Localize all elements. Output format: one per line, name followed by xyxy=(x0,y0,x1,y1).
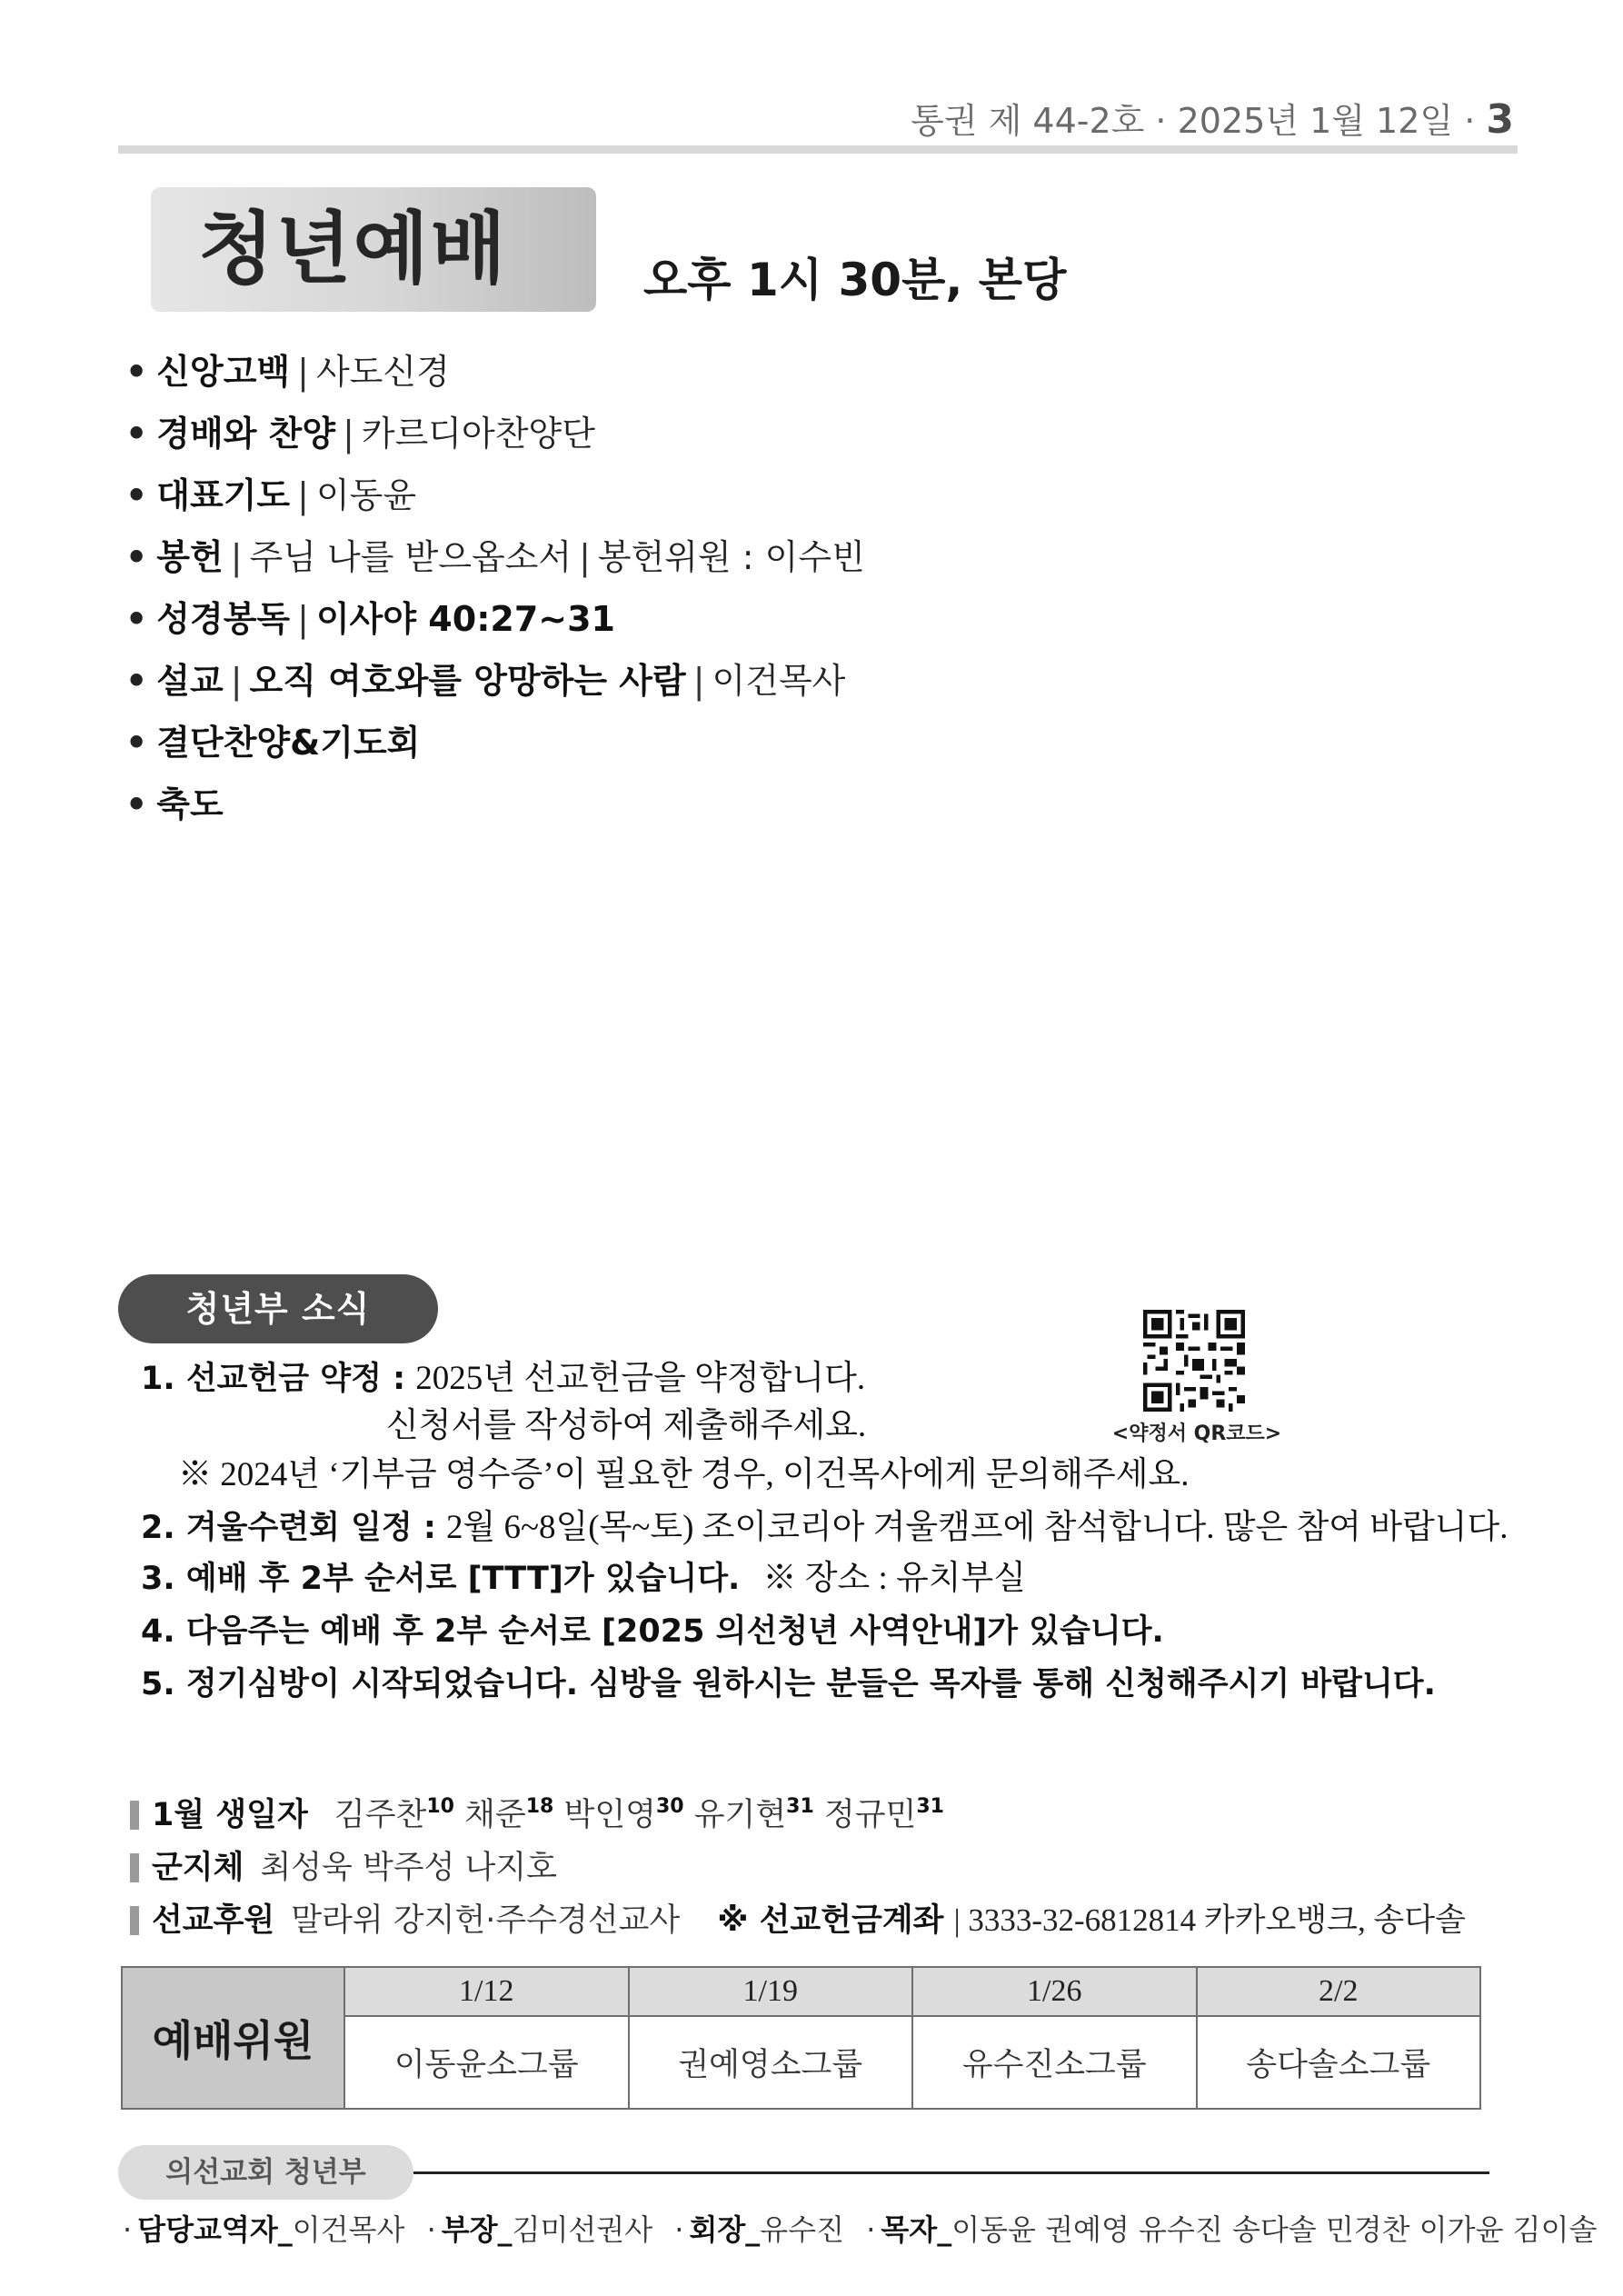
news-item-text: 2월 6~8일(목~토) 조이코리아 겨울캠프에 참석합니다. 많은 참여 바랍니다. xyxy=(446,1509,1508,1546)
separator: | xyxy=(230,537,243,577)
staff-role: 부장_ xyxy=(441,2212,513,2247)
order-item xyxy=(125,588,865,650)
service-title: 청년예배 xyxy=(198,204,508,294)
order-item xyxy=(125,403,865,464)
birthday-name: 박인영 xyxy=(563,1797,656,1833)
birthday-label: 1월 생일자 xyxy=(152,1797,308,1833)
duty-group: 권예영소그룹 xyxy=(629,2016,913,2109)
order-item xyxy=(125,712,865,774)
separator: | xyxy=(297,599,309,639)
dot-separator: · xyxy=(426,2212,436,2247)
order-item xyxy=(125,526,865,588)
separator: | xyxy=(230,661,243,701)
staff-role: 회장_ xyxy=(689,2212,761,2247)
order-detail: 이사야 40:27~31 xyxy=(315,599,615,639)
qr-code-icon[interactable] xyxy=(1143,1310,1245,1412)
order-item xyxy=(125,650,865,712)
news-item-1 xyxy=(141,1356,865,1402)
bullet-icon: • xyxy=(125,599,148,639)
bullet-icon: • xyxy=(125,537,148,577)
news-item-3 xyxy=(141,1556,1026,1602)
account-label: ※ 선교헌금계좌 xyxy=(717,1902,944,1939)
staff-names: 이건목사 xyxy=(292,2212,405,2247)
news-item-4: 4. 다음주는 예배 후 2부 순서로 [2025 의선청년 사역안내]가 있습니다. xyxy=(141,1613,1164,1650)
news-item-text: 2025년 선교헌금을 약정합니다. xyxy=(415,1360,866,1397)
issue-info: 통권 제 44-2호 · 2025년 1월 12일 · xyxy=(911,101,1476,141)
separator: | xyxy=(343,414,354,454)
order-detail: 사도신경 xyxy=(315,352,450,392)
bar-marker xyxy=(130,1853,139,1882)
order-label: 설교 xyxy=(156,661,224,701)
order-label: 경배와 찬양 xyxy=(156,414,336,454)
news-item-note: ※ 장소 : 유치부실 xyxy=(762,1560,1026,1597)
worship-duty-table xyxy=(121,1966,1481,2110)
order-label: 대표기도 xyxy=(156,475,291,515)
table-header: 예배위원 xyxy=(122,1967,344,2109)
org-badge: 의선교회 청년부 xyxy=(118,2145,413,2200)
duty-date: 1/12 xyxy=(344,1967,629,2016)
bullet-icon: • xyxy=(125,723,148,763)
dot-separator: · xyxy=(866,2212,876,2247)
duty-date: 1/19 xyxy=(629,1967,913,2016)
qr-label: <약정서 QR코드> xyxy=(1111,1423,1282,1445)
dot-separator: · xyxy=(674,2212,684,2247)
news-heading: 청년부 소식 xyxy=(118,1274,438,1343)
missions-line xyxy=(130,1898,1466,1943)
bar-marker xyxy=(130,1801,139,1830)
news-item-label: 1. 선교헌금 약정 : xyxy=(141,1361,406,1397)
birthday-day: 30 xyxy=(655,1795,684,1818)
bullet-icon: • xyxy=(125,352,148,392)
bullet-icon: • xyxy=(125,414,148,454)
order-extra: 봉헌위원 : 이수빈 xyxy=(597,537,865,577)
news-item-5: 5. 정기심방이 시작되었습니다. 심방을 원하시는 분들은 목자를 통해 신청해주시기 바랍니다. xyxy=(141,1666,1436,1702)
news-item-label: 2. 겨울수련회 일정 : xyxy=(141,1510,436,1546)
duty-date: 2/2 xyxy=(1197,1967,1481,2016)
missions-label: 선교후원 xyxy=(152,1902,275,1939)
bar-marker xyxy=(130,1906,139,1935)
footer-divider xyxy=(413,2171,1489,2174)
birthday-name: 채준 xyxy=(464,1797,526,1833)
separator: | xyxy=(579,537,591,577)
bullet-icon: • xyxy=(125,784,148,824)
birthday-day: 18 xyxy=(525,1795,554,1818)
duty-group: 이동윤소그룹 xyxy=(344,2016,629,2109)
staff-names: 유수진 xyxy=(760,2212,845,2247)
header-divider xyxy=(118,145,1518,154)
dot-separator: · xyxy=(123,2212,133,2247)
order-detail: 주님 나를 받으옵소서 xyxy=(249,537,573,577)
order-detail: 이동윤 xyxy=(315,475,417,515)
order-item xyxy=(125,341,865,403)
staff-names: 김미선권사 xyxy=(512,2212,653,2247)
birthday-name: 유기현 xyxy=(693,1797,787,1833)
service-time-place: 오후 1시 30분, 본당 xyxy=(643,254,1067,306)
birthday-name: 정규민 xyxy=(823,1797,917,1833)
news-item-label: 3. 예배 후 2부 순서로 [TTT]가 있습니다. xyxy=(141,1561,741,1597)
account-text: | 3333-32-6812814 카카오뱅크, 송다솔 xyxy=(953,1902,1466,1938)
staff-line xyxy=(123,2209,1597,2251)
staff-role: 목자_ xyxy=(881,2212,952,2247)
duty-group: 유수진소그룹 xyxy=(912,2016,1197,2109)
staff-names: 이동윤 권예영 유수진 송다솔 민경찬 이가윤 김이솔 xyxy=(951,2212,1598,2247)
military-names: 최성욱 박주성 나지호 xyxy=(260,1850,557,1886)
birthday-line xyxy=(130,1792,944,1838)
bullet-icon: • xyxy=(125,475,148,515)
order-label: 축도 xyxy=(156,784,224,824)
order-extra: 이건목사 xyxy=(712,661,846,701)
order-item xyxy=(125,464,865,526)
birthday-name: 김주찬 xyxy=(334,1797,427,1833)
military-line xyxy=(130,1845,557,1891)
military-label: 군지체 xyxy=(152,1850,244,1886)
order-item xyxy=(125,774,865,835)
staff-role: 담당교역자_ xyxy=(137,2212,293,2247)
birthday-day: 10 xyxy=(426,1795,454,1818)
page-number: 3 xyxy=(1486,96,1514,143)
news-item-note: ※ 2024년 ‘기부금 영수증’이 필요한 경우, 이건목사에게 문의해주세요. xyxy=(178,1456,1190,1493)
duty-group: 송다솔소그룹 xyxy=(1197,2016,1481,2109)
birthday-day: 31 xyxy=(916,1795,944,1818)
separator: | xyxy=(692,661,705,701)
order-label: 신앙고백 xyxy=(156,352,291,392)
order-label: 봉헌 xyxy=(156,537,224,577)
news-item-2 xyxy=(141,1505,1508,1551)
bullet-icon: • xyxy=(125,661,148,701)
missions-names: 말라위 강지헌·주수경선교사 xyxy=(291,1902,681,1939)
duty-date: 1/26 xyxy=(912,1967,1197,2016)
sermon-title: 오직 여호와를 앙망하는 사람 xyxy=(249,661,686,701)
order-detail: 카르디아찬양단 xyxy=(361,414,595,454)
separator: | xyxy=(297,475,309,515)
order-of-worship xyxy=(125,341,865,835)
order-label: 결단찬양&기도회 xyxy=(156,723,421,763)
birthday-day: 31 xyxy=(786,1795,814,1818)
issue-header xyxy=(911,93,1514,143)
order-label: 성경봉독 xyxy=(156,599,291,639)
separator: | xyxy=(297,352,309,392)
news-item-text: 신청서를 작성하여 제출해주세요. xyxy=(386,1407,867,1444)
